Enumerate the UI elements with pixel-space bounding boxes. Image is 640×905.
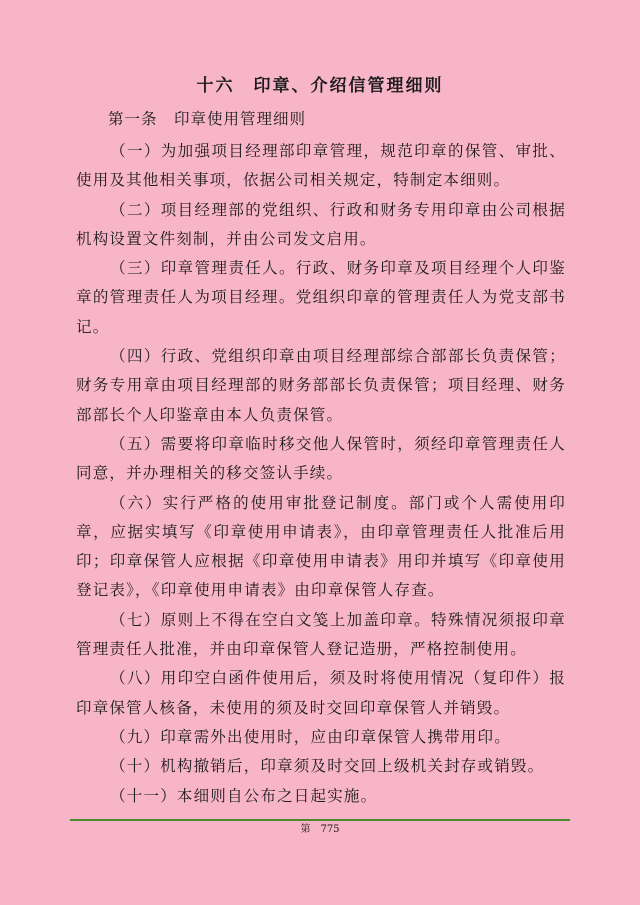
page-number: 第 775	[300, 824, 340, 835]
article-body	[76, 137, 566, 811]
paragraph-7: （七）原则上不得在空白文笺上加盖印章。特殊情况须报印章管理责任人批准，并由印章保管人登记造册，严格控制使用。	[76, 610, 566, 659]
paragraph-4: （四）行政、党组织印章由项目经理部综合部部长负责保管；财务专用章由项目经理部的财务部部长负责保管；项目经理、财务部部长个人印鉴章由本人负责保管。	[76, 347, 566, 424]
paragraph-6: （六）实行严格的使用审批登记制度。部门或个人需使用印章，应据实填写《印章使用申请表》，由印章管理责任人批准后用印；印章保管人应根据《印章使用申请表》用印并填写《印章使用登记表》，《印章使用申请表》由印章保管人存查。	[76, 493, 566, 600]
paragraph-2: （二）项目经理部的党组织、行政和财务专用印章由公司根据机构设置文件刻制，并由公司发文启用。	[76, 200, 566, 248]
section-title: 十六 印章、介绍信管理细则	[196, 76, 444, 96]
paragraph-3: （三）印章管理责任人。行政、财务印章及项目经理个人印鉴章的管理责任人为项目经理。党组织印章的管理责任人为党支部书记。	[76, 259, 566, 336]
paragraph-1: （一）为加强项目经理部印章管理，规范印章的保管、审批、使用及其他相关事项，依据公司相关规定，特制定本细则。	[76, 142, 566, 190]
article-heading: 第一条 印章使用管理细则	[108, 110, 307, 128]
paragraph-8: （八）用印空白函件使用后，须及时将使用情况（复印件）报印章保管人核备，未使用的须及时交回印章保管人并销毁。	[76, 669, 566, 717]
paragraph-10: （十）机构撤销后，印章须及时交回上级机关封存或销毁。	[110, 757, 545, 776]
paragraph-5: （五）需要将印章临时移交他人保管时，须经印章管理责任人同意，并办理相关的移交签认手续。	[76, 434, 566, 483]
paragraph-9: （九）印章需外出使用时，应由印章保管人携带用印。	[110, 727, 511, 746]
paragraph-11: （十一）本细则自公布之日起实施。	[110, 786, 378, 805]
footer-divider	[70, 819, 570, 821]
